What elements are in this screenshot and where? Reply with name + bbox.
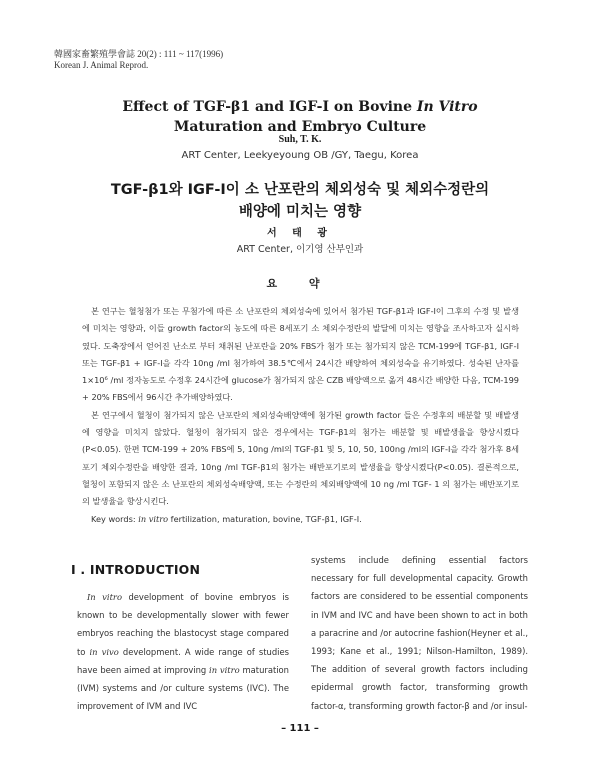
intro-italic-1: In vitro bbox=[87, 592, 122, 602]
title-en-line1 bbox=[0, 97, 600, 117]
intro-italic-2: in vivo bbox=[89, 646, 119, 657]
intro-right-column bbox=[311, 551, 528, 715]
title-en-line2: Maturation and Embryo Culture bbox=[173, 119, 427, 135]
intro-text-a: development of bovine embryos is known to be developmentally slower with fewer embryos reaching the blastocyst stage compared to bbox=[77, 592, 289, 657]
intro-heading: I . INTRODUCTION bbox=[71, 562, 201, 577]
title-en-line1-text: Effect of TGF-β1 and IGF-I on Bovine bbox=[122, 99, 417, 115]
intro-text-b: development. A wide range of studies have been aimed at improving bbox=[77, 646, 290, 675]
journal-citation bbox=[54, 49, 223, 71]
affiliation-english: ART Center, Leekyeyoung OB /GY, Taegu, Korea bbox=[181, 150, 419, 161]
abstract-paragraph-1: 본 연구는 혈청첨가 또는 무첨가에 따른 소 난포란의 체외성숙에 있어서 첨가된 TGF-β1과 IGF-I이 그후의 수정 및 발생에 미치는 영향과, 이들 growth factor의 농도에 따른 8세포기 소 체외수정란의 발달에 미치는 영향을 조사하고자 실시하였다. 도축장에서 얻어진 난소로 부터 채취된 난포란을 20% FBS가 첨가 또는 첨가되지 않은 TCM-199에 TGF-β1, IGF-I 또는 TGF-β1 + IGF-I을 각각 10ng /ml 첨가하여 38.5℃에서 24시간 배양하여 체외성숙을 유기하였다. 성숙된 난자를 1×10⁶ /ml 정자농도로 수정후 24시간에 glucose가 첨가되지 않은 CZB 배양액으로 옮겨 48시간 배양한 다음, TCM-199 + 20% FBS에서 96시간 추가배양하였다. bbox=[82, 306, 519, 403]
paper-title-korean bbox=[0, 179, 600, 223]
keywords-italic: in vitro bbox=[138, 513, 169, 524]
intro-right-paragraph: systems include defining essential factors necessary for full developmental capacity. Growth factors are considered to be essential components in IVM and IVC and have been shown to act in both a paracrine and /or autocrine fashion(Heyner et al., 1993; Kane et al., 1991; Nilson-Hamilton, 1989). The addition of several growth factors including epidermal growth factor, transforming growth factor-α, transforming growth factor-β and /or insul- bbox=[311, 555, 528, 711]
journal-citation-korean: 韓國家畜繁殖學會誌 20(2) : 111 ~ 117(1996) bbox=[54, 49, 224, 59]
page-number: – 111 – bbox=[281, 723, 319, 734]
abstract-body bbox=[82, 303, 519, 528]
intro-italic-3: in vitro bbox=[209, 664, 240, 675]
paper-title-english bbox=[0, 97, 600, 137]
intro-text-c: maturation (IVM) systems and /or culture systems (IVC). The improvement of IVM and IVC bbox=[77, 664, 289, 712]
intro-left-paragraph bbox=[77, 588, 289, 715]
title-ko-line2: 배양에 미치는 영향 bbox=[238, 204, 362, 220]
author-korean: 서 태 광 bbox=[267, 228, 333, 239]
affiliation-korean: ART Center, 이기영 산부인과 bbox=[236, 244, 364, 255]
abstract-paragraph-2: 본 연구에서 혈청이 첨가되지 않은 난포란의 체외성숙배양액에 첨가된 growth factor 들은 수정후의 배분할 및 배발생에 영향을 미치지 않았다. 혈청이 첨가되지 않은 경우에서는 TGF-β1의 첨가는 배분할 및 배발생율을 향상시켰다(P<0.05). 한편 TCM-199 + 20% FBS에 5, 10ng /ml의 TGF-β1 및 5, 10, 50, 100ng /ml의 IGF-I을 각각 첨가후 8세포기 체외수정란을 배양한 결과, 10ng /ml TGF-β1의 첨가는 배반포기로의 발생율을 향상시켰다(P<0.05). 결론적으로, 혈청이 포함되지 않은 소 난포란의 체외성숙배양액, 또는 수정란의 체외배양액에 10 ng /ml TGF- 1 의 첨가는 배반포기로의 발생율을 향상시킨다. bbox=[82, 409, 519, 507]
keywords-list: fertilization, maturation, bovine, TGF-β1, IGF-I. bbox=[168, 513, 362, 524]
title-en-italic: In Vitro bbox=[416, 99, 478, 115]
intro-left-column bbox=[71, 562, 290, 715]
title-ko-line1: TGF-β1와 IGF-I이 소 난포란의 체외성숙 및 체외수정란의 bbox=[110, 182, 490, 198]
journal-name-english: Korean J. Animal Reprod. bbox=[54, 60, 149, 70]
keywords bbox=[82, 511, 519, 528]
keywords-label: Key words: bbox=[91, 513, 139, 524]
abstract-heading: 요 약 bbox=[266, 277, 334, 290]
author-english: Suh, T. K. bbox=[278, 134, 322, 145]
